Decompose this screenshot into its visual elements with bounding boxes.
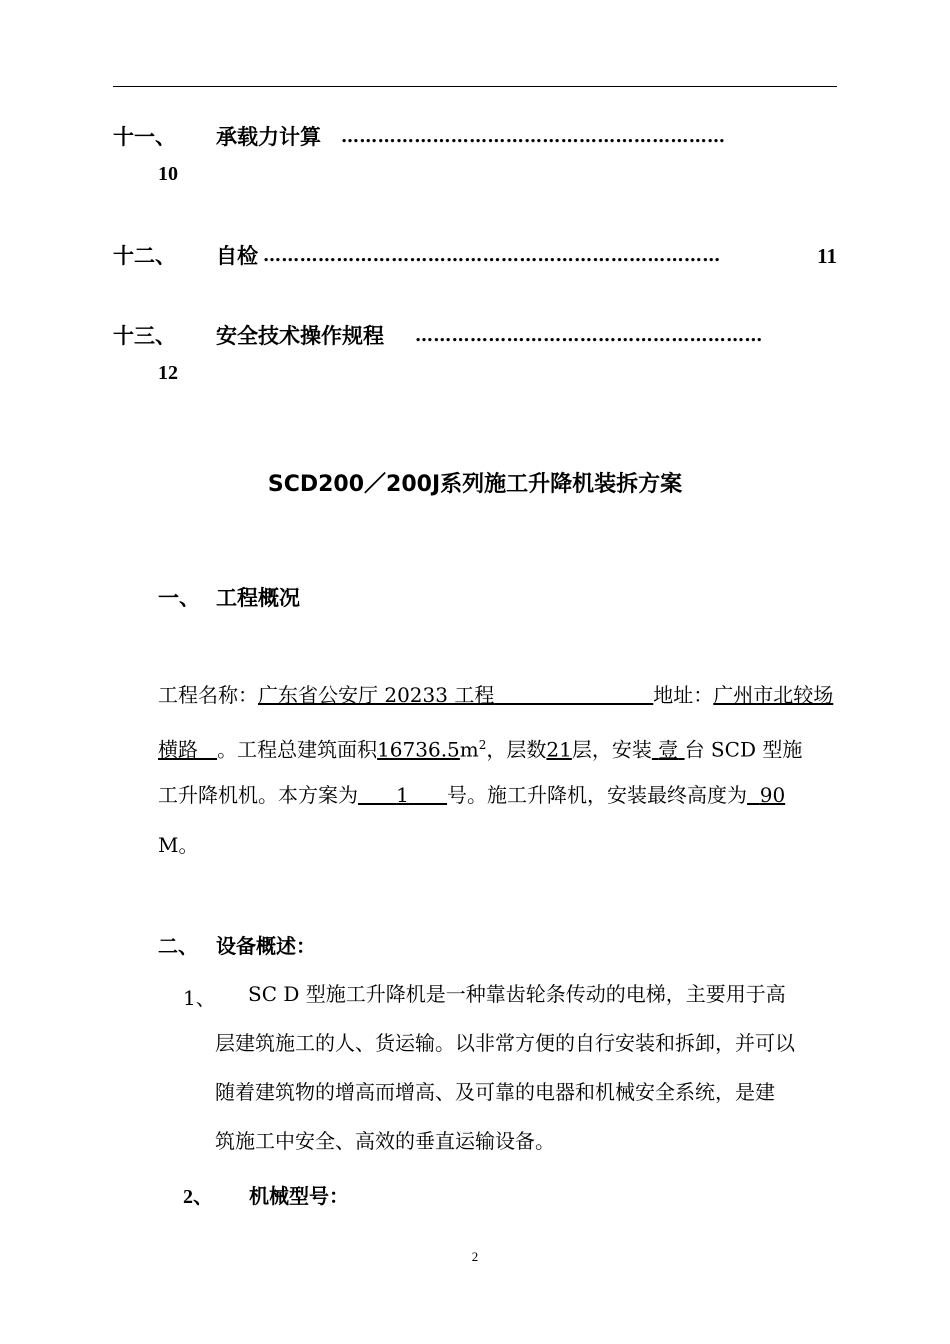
paragraph-line: M。	[158, 833, 199, 857]
toc-leader-dots: …………………………………………………………………	[263, 245, 721, 266]
toc-entry-12[interactable]	[113, 241, 837, 271]
list-item-number: 1、	[183, 986, 216, 1010]
page-number: 2	[471, 1249, 479, 1264]
toc-entry-11[interactable]	[113, 122, 837, 152]
paragraph-line	[158, 770, 838, 820]
area-value: 16736.5	[377, 737, 460, 762]
height-value: 90	[759, 783, 786, 807]
toc-entry-number: 十一、	[113, 125, 176, 149]
plan-number-value: 1	[396, 783, 409, 807]
paragraph-line	[158, 720, 838, 770]
toc-entry-page: 11	[817, 244, 837, 268]
section-title: 工程概况	[216, 586, 300, 610]
section-heading-2	[158, 930, 316, 959]
toc-entry-title: 承载力计算	[216, 125, 321, 149]
paragraph-line: 筑施工中安全、高效的垂直运输设备。	[215, 1129, 555, 1153]
project-overview-paragraph	[158, 670, 838, 870]
section-heading-1	[158, 582, 300, 612]
toc-entry-number: 十二、	[113, 244, 176, 268]
toc-leader-dots: …………………………………………………	[415, 325, 763, 346]
text-run: 台 SCD 型施	[684, 737, 803, 762]
toc-entry-number: 十三、	[113, 324, 176, 348]
label-address: 地址：	[653, 683, 714, 707]
toc-entry-13[interactable]	[113, 321, 837, 351]
document-title: SCD200／200J系列施工升降机装拆方案	[267, 472, 683, 497]
toc-entry-page: 12	[158, 362, 178, 384]
project-name-value: 广东省公安厅 20233 工程	[258, 683, 495, 707]
paragraph-line: 层建筑施工的人、货运输。以非常方便的自行安装和拆卸，并可以	[215, 1031, 795, 1055]
text-run: 层，安装	[571, 737, 652, 762]
toc-entry-title: 安全技术操作规程	[216, 324, 384, 348]
address-value: 广州市北较场	[713, 683, 834, 707]
toc-leader-dots: ………………………………………………………	[341, 126, 726, 147]
text-run: ，层数	[486, 737, 547, 762]
label-project-name: 工程名称：	[158, 683, 258, 707]
floors-value: 21	[546, 737, 572, 762]
toc-entry-page: 10	[158, 163, 178, 185]
list-item-heading: 机械型号：	[249, 1184, 349, 1208]
section-number: 一、	[158, 586, 200, 610]
area-unit-sup: 2	[478, 738, 487, 752]
address-value-cont: 横路	[158, 737, 198, 762]
paragraph-line: SC D 型施工升降机是一种靠齿轮条传动的电梯，主要用于高	[248, 982, 786, 1006]
section-title: 设备概述：	[216, 934, 316, 958]
list-item-body	[215, 970, 837, 1166]
text-run: 。工程总建筑面积	[217, 737, 378, 762]
paragraph-line: 随着建筑物的增高而增高、及可靠的电器和机械安全系统，是建	[215, 1080, 775, 1104]
toc-entry-title: 自检	[216, 244, 258, 268]
count-value: 壹	[658, 737, 679, 762]
text-run: 工升降机机。本方案为	[158, 783, 358, 807]
header-rule	[113, 86, 837, 87]
section-number: 二、	[158, 934, 198, 958]
text-run: 号。施工升降机，安装最终高度为	[447, 783, 748, 807]
paragraph-line	[158, 670, 838, 720]
list-item-number: 2、	[183, 1186, 213, 1208]
area-unit: m	[459, 737, 479, 762]
